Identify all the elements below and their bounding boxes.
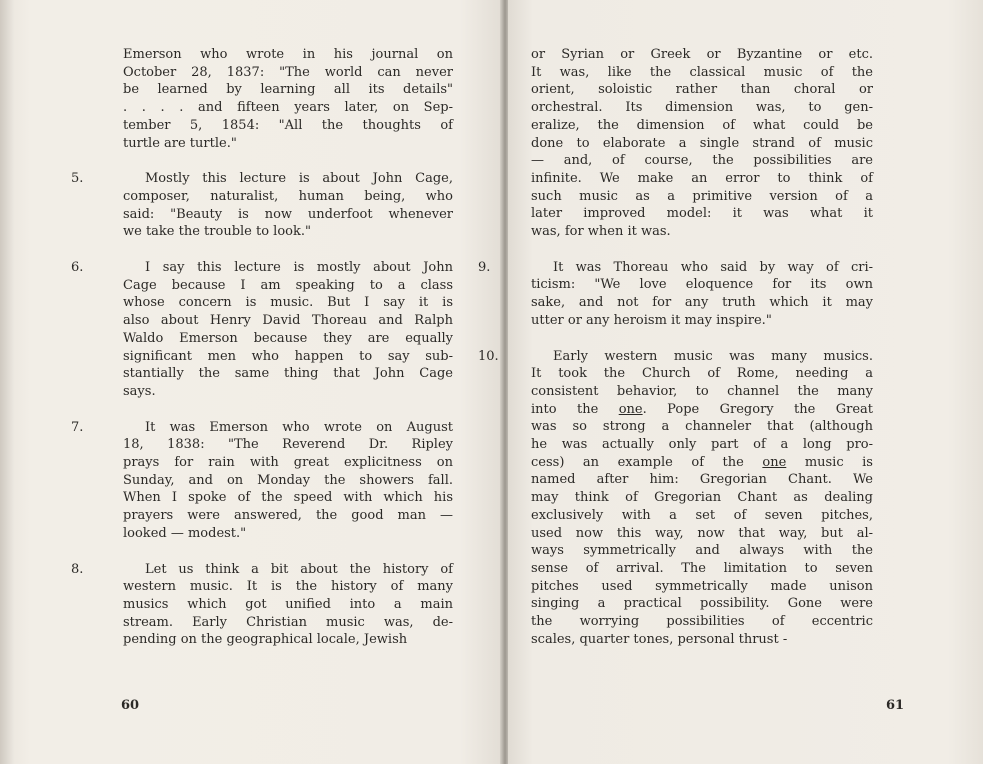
paragraph-number: 10. <box>478 348 499 364</box>
text-line: ways symmetrically and always with the <box>531 543 873 559</box>
text-line: prayers were answered, the good man — <box>123 508 453 524</box>
paragraph-number: 8. <box>71 561 84 577</box>
text-line: orient, soloistic rather than choral or <box>531 82 873 98</box>
text-line: used now this way, now that way, but al- <box>531 525 873 541</box>
left-page-text <box>71 46 453 649</box>
text-line: infinite. We make an error to think of <box>531 170 873 186</box>
text-line: October 28, 1837: "The world can never <box>123 64 453 80</box>
text-line <box>478 259 873 277</box>
text-line: scales, quarter tones, personal thrust - <box>531 631 788 647</box>
text-line: — and, of course, the possibilities are <box>531 153 873 169</box>
page-edge <box>0 0 14 764</box>
numbered-paragraph <box>71 170 453 241</box>
text-line: Sunday, and on Monday the showers fall. <box>123 472 453 488</box>
text-line: eralize, the dimension of what could be <box>531 117 873 133</box>
text-line <box>478 348 873 366</box>
text-line-content: I say this lecture is mostly about John <box>145 260 453 276</box>
text-line: be learned by learning all its details" <box>123 82 453 98</box>
text-line: later improved model: it was what it <box>531 206 873 222</box>
text-line: prays for rain with great explicitness on <box>123 455 453 471</box>
text-line: singing a practical possibility. Gone were <box>531 596 873 612</box>
text-line: . . . . and fifteen years later, on Sep- <box>123 100 453 116</box>
text-line: sense of arrival. The limitation to seven <box>531 560 873 576</box>
right-page-text <box>478 46 874 649</box>
right-page <box>478 0 983 764</box>
numbered-paragraph <box>71 259 453 401</box>
text-line: pending on the geographical locale, Jewish <box>123 632 408 648</box>
numbered-paragraph <box>478 348 874 649</box>
text-line <box>71 170 453 188</box>
paragraph-number: 9. <box>478 259 491 275</box>
text-line: stantially the same thing that John Cage <box>123 366 453 382</box>
text-line: utter or any heroism it may inspire." <box>531 312 772 328</box>
continued-paragraph <box>531 46 873 241</box>
text-line: looked — modest." <box>123 525 247 541</box>
text-line: also about Henry David Thoreau and Ralph <box>123 313 453 329</box>
text-line: It was, like the classical music of the <box>531 64 873 80</box>
text-line: exclusively with a set of seven pitches, <box>531 507 873 523</box>
text-line: pitches used symmetrically made unison <box>531 578 873 594</box>
text-line <box>71 259 453 277</box>
text-line: done to elaborate a single strand of music <box>531 135 873 151</box>
text-line: or Syrian or Greek or Byzantine or etc. <box>531 47 873 62</box>
text-line: says. <box>123 383 156 399</box>
text-line-content: Let us think a bit about the history of <box>145 561 453 577</box>
text-line: ticism: "We love eloquence for its own <box>531 277 873 293</box>
text-line: cess) an example of the one music is <box>531 454 873 470</box>
text-line: Emerson who wrote in his journal on <box>123 47 453 62</box>
text-line: It took the Church of Rome, needing a <box>531 366 873 382</box>
text-line: was so strong a channeler that (although <box>531 419 873 435</box>
text-line: whose concern is music. But I say it is <box>123 295 453 311</box>
text-line: composer, naturalist, human being, who <box>123 188 453 204</box>
text-line: western music. It is the history of many <box>123 579 453 595</box>
text-line: was, for when it was. <box>531 224 671 240</box>
text-line: 18, 1838: "The Reverend Dr. Ripley <box>123 437 453 453</box>
text-line <box>71 419 453 437</box>
text-line: musics which got unified into a main <box>123 596 453 612</box>
text-line: orchestral. Its dimension was, to gen- <box>531 100 873 116</box>
page-number-left: 60 <box>121 698 140 713</box>
text-line: Waldo Emerson because they are equally <box>123 330 453 346</box>
text-line: we take the trouble to look." <box>123 224 311 240</box>
paragraph-number: 6. <box>71 260 84 276</box>
text-line: such music as a primitive version of a <box>531 188 873 204</box>
text-line: he was actually only part of a long pro- <box>531 437 873 453</box>
text-line: tember 5, 1854: "All the thoughts of <box>123 117 453 133</box>
text-line: consistent behavior, to channel the many <box>531 383 873 399</box>
text-line: Cage because I am speaking to a class <box>123 277 453 293</box>
text-line: named after him: Gregorian Chant. We <box>531 472 873 488</box>
paragraph-number: 7. <box>71 419 84 435</box>
page-number-right: 61 <box>886 698 905 713</box>
text-line: When I spoke of the speed with which his <box>123 490 453 506</box>
continued-paragraph <box>123 46 453 152</box>
paragraph-number: 5. <box>71 171 84 187</box>
text-line <box>71 561 453 579</box>
text-line: may think of Gregorian Chant as dealing <box>531 490 873 506</box>
text-line-content: Early western music was many musics. <box>553 348 873 364</box>
text-line: sake, and not for any truth which it may <box>531 295 873 311</box>
text-line: said: "Beauty is now underfoot whenever <box>123 206 453 222</box>
text-line: into the one. Pope Gregory the Great <box>531 401 874 417</box>
numbered-paragraph <box>71 561 453 650</box>
text-line-content: Mostly this lecture is about John Cage, <box>145 171 453 187</box>
text-line: stream. Early Christian music was, de- <box>123 614 453 630</box>
text-line: significant men who happen to say sub- <box>123 348 453 364</box>
text-line: turtle are turtle." <box>123 135 237 151</box>
numbered-paragraph <box>478 259 873 330</box>
text-line: the worrying possibilities of eccentric <box>531 614 873 630</box>
text-line-content: It was Emerson who wrote on August <box>145 419 453 435</box>
numbered-paragraph <box>71 419 453 543</box>
text-line-content: It was Thoreau who said by way of cri- <box>553 259 873 275</box>
